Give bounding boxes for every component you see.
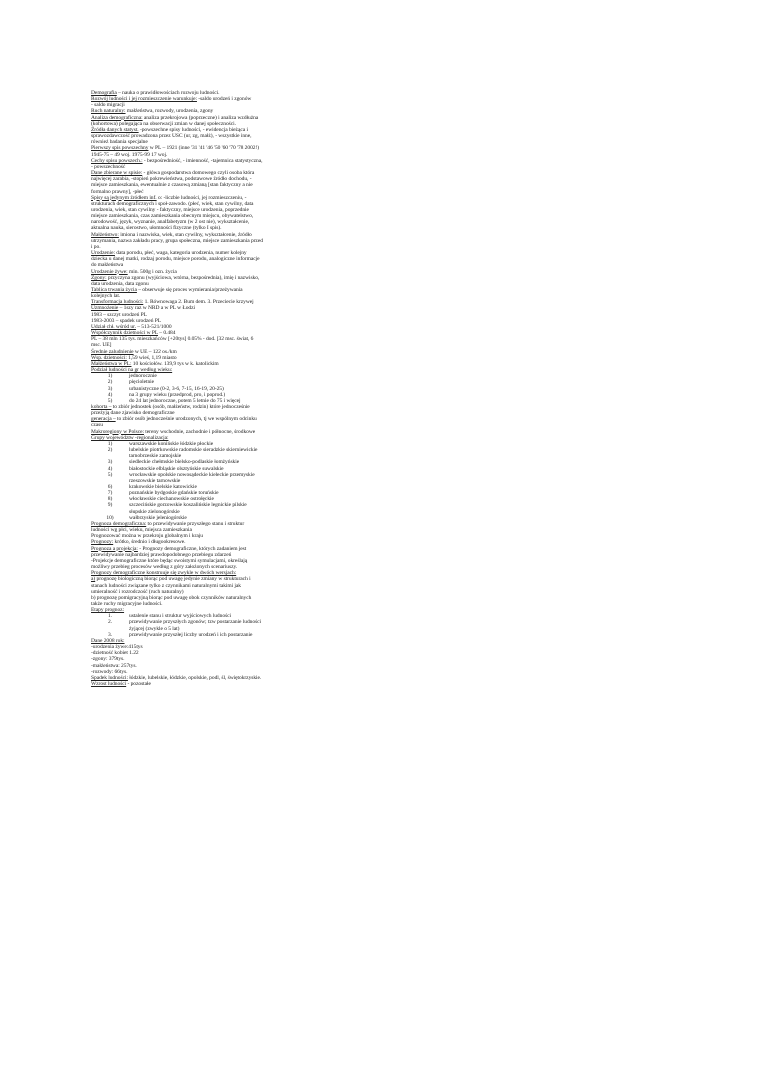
underlined-term: Tablica trwania życia bbox=[91, 287, 137, 293]
list-item bbox=[91, 502, 263, 514]
paragraph bbox=[91, 170, 263, 195]
text-run: w PL – 1921 (inne '31 '41 '46 '50 '60 '70 '78 2002!) bbox=[148, 145, 260, 152]
text-run: PL – 38 mln 135 tys. mieszkańców [+20tys] 0.05% - dod. [32 msc. świat, 6 msc. UE] bbox=[91, 336, 254, 349]
paragraph bbox=[91, 158, 263, 170]
text-run: b) prognozę pomigracyjną biorąc pod uwagę obok czynników naturalnych także ruchy migracyjne ludności. bbox=[91, 594, 252, 607]
underlined-term: Małżeństwo: bbox=[91, 231, 119, 238]
text-run: -powszechne spisy ludności, - ewidencja bieżąca i sprawozdawczość prowadzona przez USC (ur, zg, małż), - wszystkie inne, również badania specjalne bbox=[91, 126, 252, 146]
underlined-term: generacja – bbox=[91, 416, 116, 423]
list-item-number: 2) bbox=[107, 447, 113, 454]
text-run: 1983-2003 – spadek urodzeń PL bbox=[91, 317, 162, 324]
paragraph bbox=[91, 250, 263, 268]
underlined-term: Prognoza a projekcja: bbox=[91, 545, 138, 552]
paragraph bbox=[91, 195, 263, 232]
underlined-term: Spadek ludności: bbox=[91, 674, 128, 681]
text-run: w UE – 122 os./km bbox=[133, 348, 177, 355]
underlined-term: Urodzenie: bbox=[91, 250, 115, 257]
underlined-term: Wsp. dzietności: bbox=[91, 354, 127, 361]
list-item-number: 5) bbox=[107, 397, 113, 404]
list-item-number: 7) bbox=[107, 490, 113, 497]
list-item-number: 1. bbox=[107, 613, 113, 620]
list-item-text: na 3 grupy wieku (przedprod, pro, i poprod.) bbox=[129, 391, 226, 398]
underlined-term: Małżeństwa w PL: bbox=[91, 360, 132, 367]
paragraph bbox=[91, 416, 263, 428]
list-item-text: urbanistyczne (0-2, 3-6, 7-15, 16-19, 20-25) bbox=[129, 385, 224, 392]
text-run: tereny wschodnie, zachodnie i północne, środkowe bbox=[143, 428, 256, 435]
numbered-list bbox=[91, 613, 263, 638]
paragraph bbox=[91, 558, 263, 570]
text-run: -rozwody: 66tys. bbox=[91, 668, 128, 675]
list-item-text: szczecińskie gorzowskie koszalińskie legnickie pilskie słupskie zielonogórskie bbox=[129, 502, 247, 515]
list-item-text: wałbrzyskie jeleniogórskie bbox=[129, 514, 187, 521]
underlined-term: a) bbox=[91, 576, 96, 583]
text-run: o: -liczbie ludności, jej rozmieszczeniu, - strukturach demograficznych i społ-zawodo. (płeć, wiek, stan cywilny, data urodzenia, wiek, stan cywilny - faktyczny, miejsce urodzenia, poprzednie miejsce zamieszkania, czas zamieszkania obecnym miejscu, obywatelstwo, narodowość, język, wyznanie, analfabetyzm (w 2 ost nie), wykształcenie, aktualna nauka, sierostwo, ułomności fizyczne (tylko I spis). bbox=[91, 194, 254, 232]
underlined-term: Urodzenie żywe: bbox=[91, 268, 128, 275]
text-run: 1,59 wieś, 1,19 miasto bbox=[126, 354, 177, 361]
text-run: -małżeństwa: 257tys. bbox=[91, 662, 137, 669]
underlined-term: Analiza demograficzna: bbox=[91, 114, 143, 121]
underlined-term: Ruch naturalny: bbox=[91, 108, 126, 115]
list-item-text: krakowskie bielskie katowickie bbox=[129, 484, 197, 490]
text-run: analiza przekrojowa (poprzeczne) i analiza wzdłużna (kohortowa) polegająca na obserwacji zmian w danej społeczności. bbox=[91, 114, 259, 127]
underlined-term: Udział chł. wśród ur. bbox=[91, 323, 136, 330]
text-run: - bezpośredniość, - imienność, -tajemnica statystyczna, - powszechność bbox=[91, 157, 263, 170]
underlined-term: Prognoza demograficzna: bbox=[91, 520, 147, 527]
underlined-term: Dane 2008 rok: bbox=[91, 637, 125, 644]
underlined-term: Spisy są jedynym źródłem inf. bbox=[91, 194, 157, 201]
document-text bbox=[91, 90, 263, 687]
underlined-term: Prognozy: bbox=[91, 539, 114, 546]
list-item-number: 3) bbox=[107, 459, 113, 466]
numbered-list bbox=[91, 441, 263, 521]
list-item bbox=[91, 447, 263, 459]
list-item-text: włocławskie ciechanowskie ostrołęckie bbox=[129, 496, 214, 503]
text-run: - pozostałe bbox=[126, 681, 151, 687]
list-item-text: ustalenie stanu i struktur wyjściowych ludności bbox=[129, 613, 231, 620]
list-item-number: 3. bbox=[107, 631, 113, 638]
text-run: - saldo migracji bbox=[91, 102, 125, 109]
text-run: – 1szy raz w NRD a w PL w Łodzi bbox=[118, 305, 196, 312]
underlined-term: Zgony: bbox=[91, 274, 107, 281]
list-item-text: lubelskie piotrkowskie radomskie sieradzkie skierniewickie tarnobrzeskie zamojskie bbox=[129, 447, 258, 460]
underlined-term: Grupy województw -regionalizacja: bbox=[91, 434, 169, 441]
list-item bbox=[91, 472, 263, 484]
text-run: -Projekcje demograficzne które będąc swoistymi symulacjami, określają możliwy przebieg procesów według z góry założonych scenariuszy. bbox=[91, 557, 248, 571]
underlined-term: Rozwój ludności i jej rozmieszczenie warunkuje: bbox=[91, 96, 197, 103]
list-item-text: siedleckie chełmskie bielsko-podlaskie łomżyńskie bbox=[129, 459, 240, 466]
paragraph bbox=[91, 287, 263, 299]
list-item-text: jednorocznie bbox=[129, 373, 157, 380]
underlined-term: Demografia bbox=[91, 90, 117, 96]
list-item-number: 2) bbox=[107, 379, 113, 386]
underlined-term: kohorta – bbox=[91, 403, 112, 410]
paragraph bbox=[91, 232, 263, 250]
underlined-term: Źródła danych statyst. bbox=[91, 126, 139, 133]
list-item-text: przewidywanie przyszłych zgonów; tzw postarzanie ludności żyjącej (zwykle o 5 lat) bbox=[129, 619, 262, 632]
text-run: to zbiór jednostek (osób, małżeństw, rodzin) które jednocześnie przeżyją dane zjawisko demograficzne bbox=[91, 403, 250, 417]
list-item-number: 3) bbox=[107, 385, 113, 392]
underlined-term: Średnie zaludnienie bbox=[91, 348, 134, 355]
list-item-number: 5) bbox=[107, 471, 113, 478]
list-item-number: 4) bbox=[107, 465, 113, 472]
paragraph bbox=[91, 576, 263, 594]
text-run: krótko, średnio i długookresowe. bbox=[113, 539, 186, 546]
list-item-number: 2. bbox=[107, 619, 113, 626]
text-run: 1983 – szczyt urodzeń PL bbox=[91, 311, 147, 318]
paragraph bbox=[91, 336, 263, 348]
list-item-text: do 24 lat jednoroczne, potem 5 letnie do 75 i więcej bbox=[129, 397, 241, 404]
list-item-number: 8) bbox=[107, 496, 113, 503]
text-run: -urodzenia żywe:415tys bbox=[91, 644, 143, 651]
paragraph bbox=[91, 404, 263, 416]
list-item-number: 4) bbox=[107, 391, 113, 398]
paragraph bbox=[91, 681, 263, 687]
text-run: min. 500g i ozn. życia bbox=[127, 268, 177, 275]
underlined-term: Współczynnik dzietności w PL bbox=[91, 330, 158, 337]
list-item-number: 6) bbox=[107, 484, 113, 490]
underlined-term: Dane zbierane w spisie: bbox=[91, 170, 143, 177]
underlined-term: Pierwszy spis powszechny bbox=[91, 145, 149, 152]
text-run: 1. Równowaga 2. Bum dem. 3. Przeciecie krzywej bbox=[143, 299, 254, 306]
paragraph bbox=[91, 521, 263, 533]
text-run: -zgony: 379tys. bbox=[91, 656, 125, 663]
text-run: Prognozować można w przekroju globalnym i kraju bbox=[91, 533, 203, 540]
list-item-text: przewidywanie przyszłej liczby urodzeń i ich postarzanie bbox=[129, 631, 253, 638]
underlined-term: Etapy prognoz: bbox=[91, 607, 125, 614]
text-run: – obserwuje się proces wymierania/przeżywania kolejnych lat. bbox=[91, 287, 243, 300]
underlined-term: Uzmnożenie bbox=[91, 305, 119, 312]
underlined-term: Cechy spisu powszech.: bbox=[91, 157, 143, 164]
list-item-number: 10) bbox=[106, 514, 114, 521]
text-run: to zbiór osób jednocześnie urodzonych, tj we wspólnym odcinku czasu bbox=[91, 416, 257, 429]
list-item-text: warszawskie konińskie łódzkie płockie bbox=[129, 440, 214, 447]
list-item-text: białostockie elbląskie olsztyńskie suwalskie bbox=[129, 465, 224, 472]
list-item-number: 9) bbox=[107, 502, 113, 509]
list-item-number: 1) bbox=[107, 373, 113, 380]
text-run: data porodu, płeć, waga, kategoria urodzenia, numer kolejny dziecka u danej matki, rodzaj porodu, miejsce porodu, analogiczne informacje do małżeństwa bbox=[91, 250, 260, 269]
text-run: to przewidywanie przyszłego stanu i struktur ludności wg płci, wieku, miejsca zamieszkania bbox=[91, 520, 245, 534]
list-item-text: wrocławskie opolskie nowosądeckie kieleckie przemyskie rzeszowskie tarnowskie bbox=[129, 471, 255, 484]
text-run: prognozę biologiczną biorąc pod uwagę jedynie zmiany w strukturach i stanach ludności związane tylko z czynnikami naturalnymi takimi jak umieralność i rozrodczość (ruch naturalny) bbox=[91, 576, 251, 595]
paragraph bbox=[91, 115, 263, 127]
text-run: - Prognozy demograficzne, których zadaniem jest przewidywanie najbardziej prawdopodobnego przebiegu zdarzeń bbox=[91, 545, 247, 558]
text-run: -saldo urodzeń i zgonów bbox=[196, 96, 252, 103]
text-run: łódzkie, lubelskie, łódzkie, opolskie, podl, śl, świętokrzyskie. bbox=[127, 674, 262, 681]
list-item bbox=[91, 619, 263, 631]
text-run: 1945-75 – 49 woj. 1975-99 17 woj. bbox=[91, 151, 168, 158]
text-run: małżeństwa, rozwody, urodzenia, zgony bbox=[125, 108, 214, 115]
underlined-term: Wzrost ludności bbox=[91, 681, 127, 687]
underlined-term: Makroregiony w Polsce: bbox=[91, 428, 144, 435]
text-run: - główa gospodarstwa domowego czyli osoba która najwięcej zarabia, -stopień pokrewieństwa, podstawowe źródło dochodu, - miejsce zamieszkania, ewentualnie z czasową zmianą [stan faktyczny a nie formalno prawny], -płeć bbox=[91, 170, 255, 195]
text-run: – 513-521/1000 bbox=[135, 323, 172, 330]
text-run: – 0.484 bbox=[157, 330, 176, 337]
text-run: 10 kościołów. 139,9 tys w k. katolickim bbox=[131, 360, 219, 367]
text-run: – nauka o prawidłowościach rozwoju ludności. bbox=[116, 90, 220, 96]
underlined-term: Transformacja ludności: bbox=[91, 299, 144, 306]
underlined-term: Prognozy demograficzne konstruuje się zwykle w dwóch wersjach: bbox=[91, 570, 237, 577]
text-run: imiona i nazwiska, wiek, stan cywilny, wykształcenie, źródło utrzymania, nazwa zakładu pracy, grupa społeczna, miejsce zamieszkania przed i po. bbox=[91, 231, 263, 250]
list-item-text: pięcioletnie bbox=[129, 379, 155, 386]
paragraph bbox=[91, 546, 263, 558]
paragraph bbox=[91, 275, 263, 287]
numbered-list bbox=[91, 373, 263, 404]
text-run: przyczyna zgonu (wyjściowa, wtórna, bezpośrednia), imię i nazwisko, data urodzenia, data zgonu bbox=[91, 274, 260, 287]
paragraph bbox=[91, 595, 263, 607]
paragraph bbox=[91, 127, 263, 145]
list-item-text: poznańskie bydgoskie gdańskie toruńskie bbox=[129, 490, 219, 497]
underlined-term: Podział ludności na gr według wieku: bbox=[91, 367, 173, 374]
text-run: -dzietność kobiet 1.22 bbox=[91, 650, 139, 657]
list-item-number: 1) bbox=[107, 440, 113, 447]
